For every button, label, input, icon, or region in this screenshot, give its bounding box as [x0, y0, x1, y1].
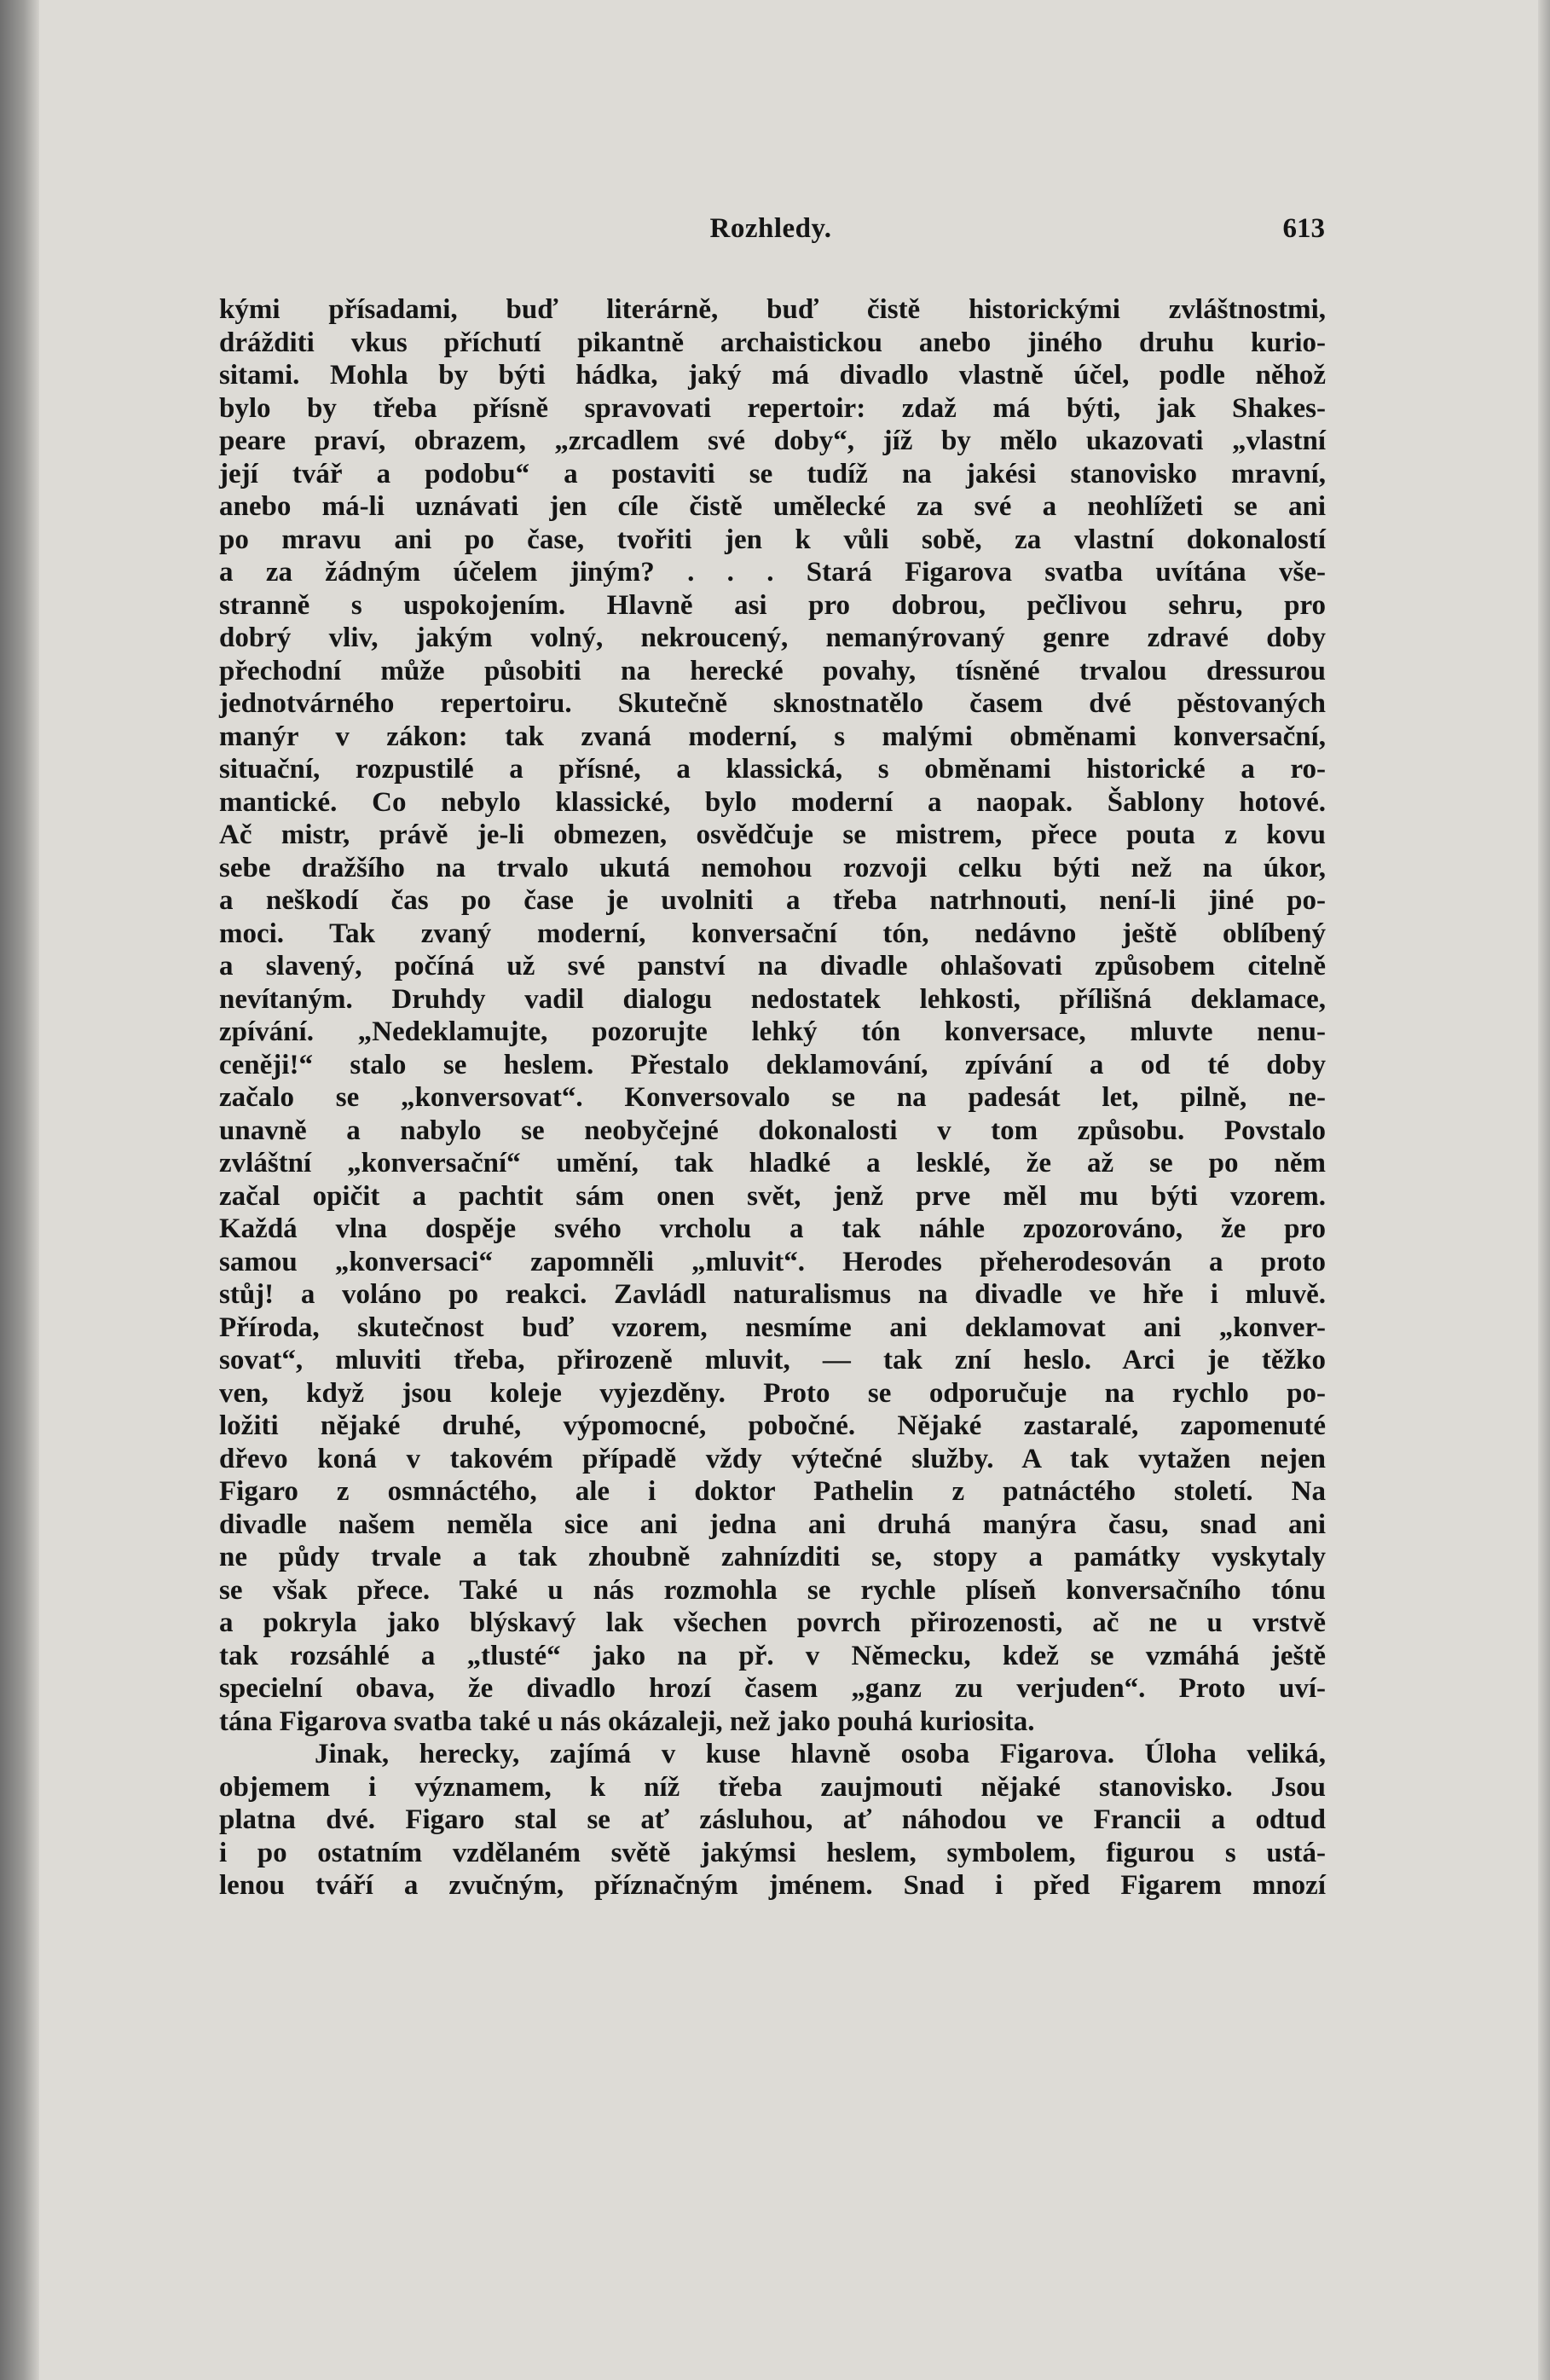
page-edge-shadow: [1538, 0, 1550, 2380]
text-line: tána Figarova svatba také u nás okázaleji, než jako pouhá kuriosita.: [219, 1705, 1035, 1737]
text-line: mantické. Co nebylo klassické, bylo moderní a naopak. Šablony hotové.: [219, 786, 1326, 818]
text-line: sitami. Mohla by býti hádka, jaký má divadlo vlastně účel, podle něhož: [219, 360, 1326, 391]
text-line: samou „konversaci“ zapomněli „mluvit“. Herodes přeherodesován a proto: [219, 1246, 1326, 1277]
text-line: zpívání. „Nedeklamujte, pozorujte lehký tón konversace, mluvte nenu-: [219, 1016, 1326, 1047]
page-number: 613: [1282, 213, 1325, 244]
text-line: i po ostatním vzdělaném světě jakýmsi heslem, symbolem, figurou s ustá-: [219, 1837, 1326, 1868]
text-line: ceněji!“ stalo se heslem. Přestalo deklamování, zpívání a od té doby: [219, 1049, 1326, 1080]
text-line: Příroda, skutečnost buď vzorem, nesmíme ani deklamovat ani „konver-: [219, 1312, 1326, 1343]
text-line: se však přece. Také u nás rozmohla se rychle plíseň konversačního tónu: [219, 1574, 1326, 1606]
text-line: Figaro z osmnáctého, ale i doktor Pathelin z patnáctého století. Na: [219, 1476, 1326, 1507]
text-line: manýr v zákon: tak zvaná moderní, s malými obměnami konversační,: [219, 721, 1326, 752]
text-line: a za žádným účelem jiným? . . . Stará Figarova svatba uvítána vše-: [219, 557, 1326, 588]
text-line: specielní obava, že divadlo hrozí časem „ganz zu verjuden“. Proto uví-: [219, 1673, 1326, 1704]
binding-shadow: [0, 0, 39, 2380]
running-head: Rozhledy.: [709, 213, 832, 244]
text-line: její tvář a podobu“ a postaviti se tudíž na jakési stanovisko mravní,: [219, 458, 1326, 489]
text-line: ven, když jsou koleje vyjezděny. Proto se odporučuje na rychlo po-: [219, 1377, 1326, 1409]
text-line: jednotvárného repertoiru. Skutečně sknostnatělo časem dvé pěstovaných: [219, 688, 1326, 719]
text-line: bylo by třeba přísně spravovati repertoir: zdaž má býti, jak Shakes-: [219, 392, 1326, 424]
text-line: Ač mistr, právě je-li obmezen, osvědčuje se mistrem, přece pouta z kovu: [219, 819, 1326, 850]
text-line: Každá vlna dospěje svého vrcholu a tak náhle zpozorováno, že pro: [219, 1213, 1326, 1244]
text-line: přechodní může působiti na herecké povahy, tísněné trvalou dressurou: [219, 655, 1326, 686]
text-line: lenou tváří a zvučným, příznačným jménem. Snad i před Figarem mnozí: [219, 1870, 1326, 1901]
text-line: dobrý vliv, jakým volný, nekroucený, nemanýrovaný genre zdravé doby: [219, 623, 1326, 653]
text-line: kými přísadami, buď literárně, buď čistě historickými zvláštnostmi,: [219, 294, 1326, 325]
text-line: a pokryla jako blýskavý lak všechen povrch přirozenosti, ač ne u vrstvě: [219, 1607, 1326, 1638]
text-line: sebe dražšího na trvalo ukutá nemohou rozvoji celku býti než na úkor,: [219, 852, 1326, 883]
text-line: dřevo koná v takovém případě vždy výtečné služby. A tak vytažen nejen: [219, 1443, 1326, 1474]
text-line: drážditi vkus příchutí pikantně archaistickou anebo jiného druhu kurio-: [219, 327, 1326, 358]
text-line: divadle našem neměla sice ani jedna ani druhá manýra času, snad ani: [219, 1508, 1326, 1540]
text-line: platna dvé. Figaro stal se ať zásluhou, ať náhodou ve Francii a odtud: [219, 1804, 1326, 1835]
body-text: [219, 293, 1326, 1902]
text-line: a slavený, počíná už své panství na divadle ohlašovati způsobem citelně: [219, 951, 1326, 982]
text-line: stranně s uspokojením. Hlavně asi pro dobrou, pečlivou sehru, pro: [219, 589, 1326, 621]
text-line: unavně a nabylo se neobyčejné dokonalosti v tom způsobu. Povstalo: [219, 1115, 1326, 1146]
text-line: po mravu ani po čase, tvořiti jen k vůli sobě, za vlastní dokonalostí: [219, 524, 1326, 555]
text-line: Jinak, herecky, zajímá v kuse hlavně osoba Figarova. Úloha veliká,: [315, 1739, 1326, 1769]
text-line: tak rozsáhlé a „tlusté“ jako na př. v Německu, kdež se vzmáhá ještě: [219, 1640, 1326, 1671]
text-line: situační, rozpustilé a přísné, a klassická, s obměnami historické a ro-: [219, 754, 1326, 785]
text-line: stůj! a voláno po reakci. Zavládl naturalismus na divadle ve hře i mluvě.: [219, 1279, 1326, 1310]
text-line: peare praví, obrazem, „zrcadlem své doby“, jíž by mělo ukazovati „vlastní: [219, 426, 1326, 456]
text-line: sovat“, mluviti třeba, přirozeně mluvit, — tak zní heslo. Arci je těžko: [219, 1345, 1326, 1375]
text-line: ložiti nějaké druhé, výpomocné, pobočné. Nějaké zastaralé, zapomenuté: [219, 1410, 1326, 1441]
text-line: anebo má-li uznávati jen cíle čistě umělecké za své a neohlížeti se ani: [219, 491, 1326, 522]
text-line: moci. Tak zvaný moderní, konversační tón, nedávno ještě oblíbený: [219, 918, 1326, 949]
text-line: ne půdy trvale a tak zhoubně zahnízditi se, stopy a památky vyskytaly: [219, 1542, 1326, 1572]
text-line: a neškodí čas po čase je uvolniti a třeba natrhnouti, není-li jiné po-: [219, 885, 1326, 916]
text-line: zvláštní „konversační“ umění, tak hladké a lesklé, že až se po něm: [219, 1148, 1326, 1178]
text-line: začalo se „konversovat“. Konversovalo se na padesát let, pilně, ne-: [219, 1082, 1326, 1113]
page-header: [217, 213, 1325, 252]
text-line: objemem i významem, k níž třeba zaujmouti nějaké stanovisko. Jsou: [219, 1771, 1326, 1803]
text-line: nevítaným. Druhdy vadil dialogu nedostatek lehkosti, přílišná deklamace,: [219, 983, 1326, 1015]
text-line: začal opičit a pachtit sám onen svět, jenž prve měl mu býti vzorem.: [219, 1180, 1326, 1212]
